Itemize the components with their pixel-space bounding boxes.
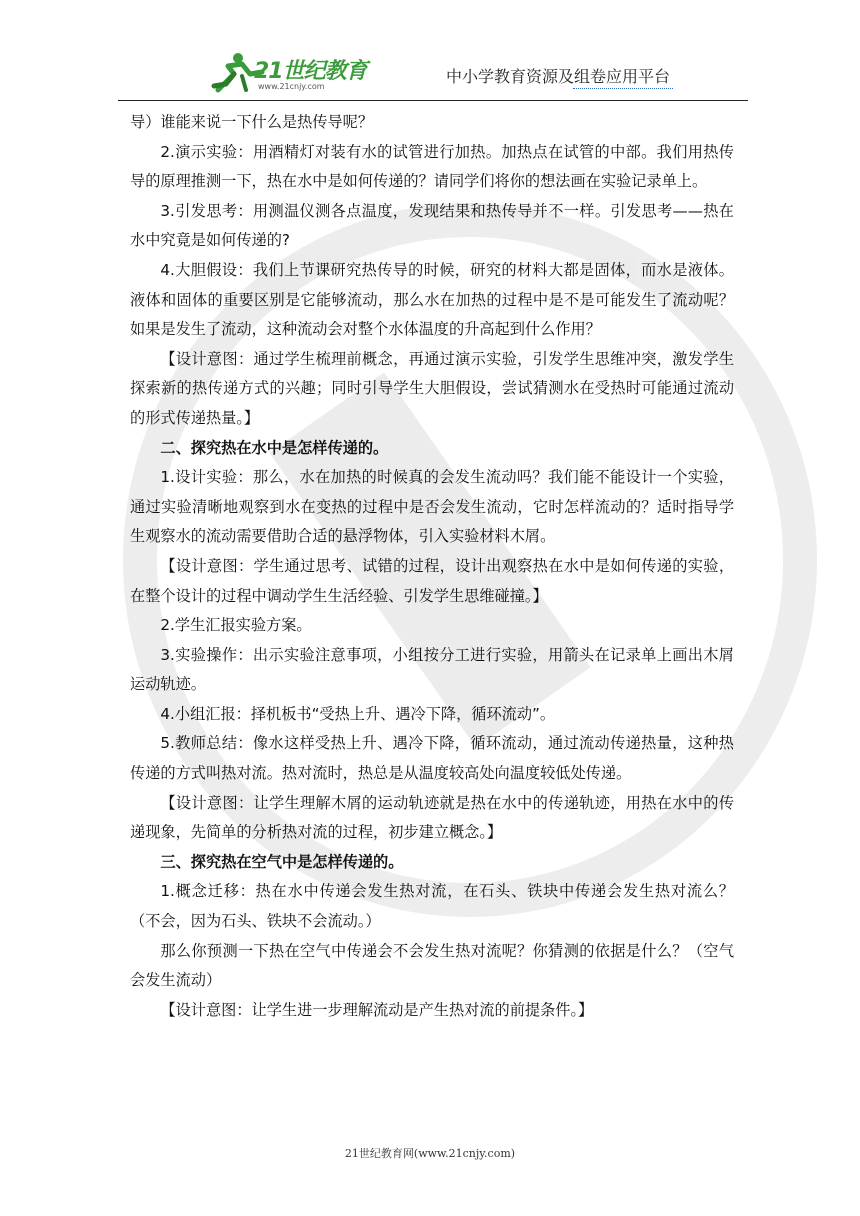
design-intent: 【设计意图：让学生进一步理解流动是产生热对流的前提条件。】 — [160, 1000, 594, 1019]
document-body — [130, 108, 734, 1025]
logo-text: 21世纪教育 — [254, 59, 367, 84]
paragraph: 1.概念迁移：热在水中传递会发生热对流，在石头、铁块中传递会发生热对流么？（不会，因为石头、铁块不会流动。） — [130, 882, 734, 931]
paragraph: 4.大胆假设：我们上节课研究热传导的时候，研究的材料大都是固体，而水是液体。液体和固体的重要区别是它能够流动，那么水在加热的过程中是不是可能发生了流动呢？如果是发生了流动，这种流动会对整个水体温度的升高起到什么作用？ — [130, 260, 734, 339]
paragraph: 4.小组汇报：择机板书“受热上升、遇冷下降，循环流动”。 — [160, 704, 556, 723]
logo-url: www.21cnjy.com — [258, 82, 325, 91]
paragraph: 3.引发思考：用测温仪测各点温度，发现结果和热传导并不一样。引发思考——热在水中究竟是如何传递的? — [130, 201, 734, 250]
paragraph: 2.学生汇报实验方案。 — [160, 616, 312, 635]
page-header — [118, 44, 748, 101]
platform-link-underline — [573, 88, 673, 89]
paragraph: 3.实验操作：出示实验注意事项，小组按分工进行实验，用箭头在记录单上画出木屑运动轨迹。 — [130, 645, 734, 694]
section-heading: 二、探究热在水中是怎样传递的。 — [160, 438, 389, 457]
platform-title: 中小学教育资源及组卷应用平台 — [446, 67, 671, 86]
design-intent: 【设计意图：通过学生梳理前概念，再通过演示实验，引发学生思维冲突，激发学生探索新的热传递方式的兴趣；同时引导学生大胆假设，尝试猜测水在受热时可能通过流动的形式传递热量。】 — [130, 349, 734, 427]
paragraph: 那么你预测一下热在空气中传递会不会发生热对流呢？你猜测的依据是什么？（空气会发生流动） — [130, 941, 734, 990]
paragraph: 1.设计实验：那么，水在加热的时候真的会发生流动吗？我们能不能设计一个实验，通过实验清晰地观察到水在变热的过程中是否会发生流动，它时怎样流动的？适时指导学生观察水的流动需要借助合适的悬浮物体，引入实验材料木屑。 — [130, 468, 734, 546]
page-footer: 21世纪教育网(www.21cnjy.com) — [344, 1147, 516, 1160]
design-intent: 【设计意图：学生通过思考、试错的过程，设计出观察热在水中是如何传递的实验，在整个设计的过程中调动学生生活经验、引发学生思维碰撞。】 — [130, 556, 734, 605]
paragraph: 5.教师总结：像水这样受热上升、遇冷下降，循环流动，通过流动传递热量，这种热传递的方式叫热对流。热对流时，热总是从温度较高处向温度较低处传递。 — [130, 734, 734, 783]
paragraph: 2.演示实验：用酒精灯对装有水的试管进行加热。加热点在试管的中部。我们用热传导的原理推测一下，热在水中是如何传递的？请同学们将你的想法画在实验记录单上。 — [130, 142, 734, 191]
design-intent: 【设计意图：让学生理解木屑的运动轨迹就是热在水中的传递轨迹，用热在水中的传递现象，先简单的分析热对流的过程，初步建立概念。】 — [130, 793, 734, 842]
paragraph: 导）谁能来说一下什么是热传导呢？ — [130, 113, 373, 131]
section-heading: 三、探究热在空气中是怎样传递的。 — [160, 852, 404, 871]
